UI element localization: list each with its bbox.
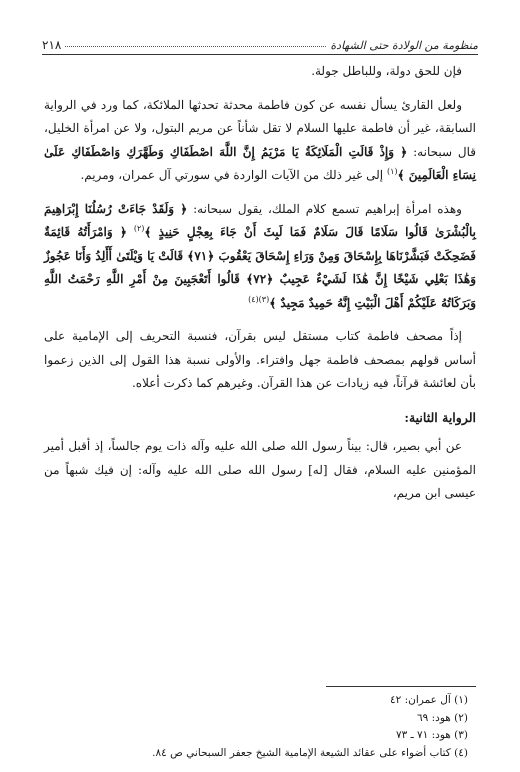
quran-verse-2b: ﴿ وَامْرَأَتُهُ قَائِمَةٌ فَضَحِكَتْ فَبَشَّرْنَاهَا بِإِسْحَاقَ وَمِنْ وَرَاءِ إِسْحَاقَ يَعْقُوبَ ﴿٧١﴾ قَالَتْ يَا وَيْلَتَىٰ أَأَلِدُ وَأَنَا عَجُوزٌ وَهَٰذَا بَعْلِي شَيْخًا إِنَّ هَٰذَا لَشَيْءٌ عَجِيبٌ ﴿٧٢﴾ قَالُوا أَتَعْجَبِينَ مِنْ أَمْرِ اللَّهِ رَحْمَتُ اللَّهِ وَبَرَكَاتُهُ عَلَيْكُمْ أَهْلَ الْبَيْتِ إِنَّهُ حَمِيدٌ مَجِيدٌ ﴾ (44, 225, 476, 310)
paragraph-4: إذاً مصحف فاطمة كتاب مستقل ليس بقرآن، فنسبة التحريف إلى الإمامية على أساس قولهم بمصحف فاطمة جهل وافتراء. والأولى نسبة هذا القول إلى الذين زعموا بأن لعائشة قرآناً، فيه زيادات عن هذا القرآن. وغيرهم كما ذكرت أعلاه. (44, 329, 476, 390)
quran-verse-1: ﴿ وَإِذْ قَالَتِ الْمَلَائِكَةُ يَا مَرْيَمُ إِنَّ اللَّهَ اصْطَفَاكِ وَطَهَّرَكِ وَاصْطَفَاكِ عَلَىٰ نِسَاءِ الْعَالَمِينَ ﴾ (44, 144, 476, 182)
section-text: عن أبي بصير، قال: بيناً رسول الله صلى الله عليه وآله ذات يوم جالساً، إذ أقبل أمير المؤمنين عليه السلام، فقال [له] رسول الله صلى الله عليه وآله: إن فيك شبهاً من عيسى ابن مريم، (44, 439, 476, 500)
paragraph-2 (44, 94, 476, 188)
header-rule (42, 54, 478, 55)
footnote-3: (٣) هود: ٧١ ـ ٧٣ (395, 729, 468, 741)
footnote-4: (٤) كتاب أضواء على عقائد الشيعة الإمامية الشيخ جعفر السبحاني ص ٨٤. (152, 746, 468, 759)
verse-2a-ref: (٢) (133, 224, 145, 233)
paragraph-2-text: ولعل القارئ يسأل نفسه عن كون فاطمة محدثة تحدثها الملائكة، كما ورد في الرواية السابقة، غير أن فاطمة عليها السلام لا تقل شأناً عن مريم البتول، ولا عن امرأة الخليل، قال سبحانه: (44, 97, 476, 159)
verse-2b-ref: (٣)(٤) (248, 294, 270, 304)
footnote-rule (326, 686, 476, 687)
quran-verse-2a: ﴿ وَلَقَدْ جَاءَتْ رُسُلُنَا إِبْرَاهِيمَ بِالْبُشْرَىٰ قَالُوا سَلَامًا قَالَ سَلَامٌ فَمَا لَبِثَ أَنْ جَاءَ بِعِجْلٍ حَنِيذٍ ﴾ (44, 201, 476, 239)
paragraph-3-text: وهذه امرأة إبراهيم تسمع كلام الملك، يقول سبحانه: (193, 201, 462, 216)
paragraph-1: فإن للحق دولة، وللباطل جولة. (311, 64, 462, 78)
main-text (44, 60, 476, 516)
header-dotted-leader (65, 45, 326, 47)
page-number: ٢١٨ (42, 38, 62, 52)
header-title: منظومة من الولادة حتى الشهادة (330, 39, 478, 52)
running-header (42, 30, 478, 52)
footnote-2: (٢) هود: ٦٩ (417, 711, 468, 724)
verse-1-ref: (١) (386, 167, 398, 176)
section-heading: الرواية الثانية: (404, 409, 476, 425)
footnotes (44, 692, 476, 762)
footnote-1: (١) آل عمران: ٤٢ (390, 694, 468, 706)
paragraph-3 (44, 198, 476, 316)
paragraph-2-continuation: إلى غير ذلك من الآيات الواردة في سورتي آل عمران، ومريم. (80, 168, 384, 182)
